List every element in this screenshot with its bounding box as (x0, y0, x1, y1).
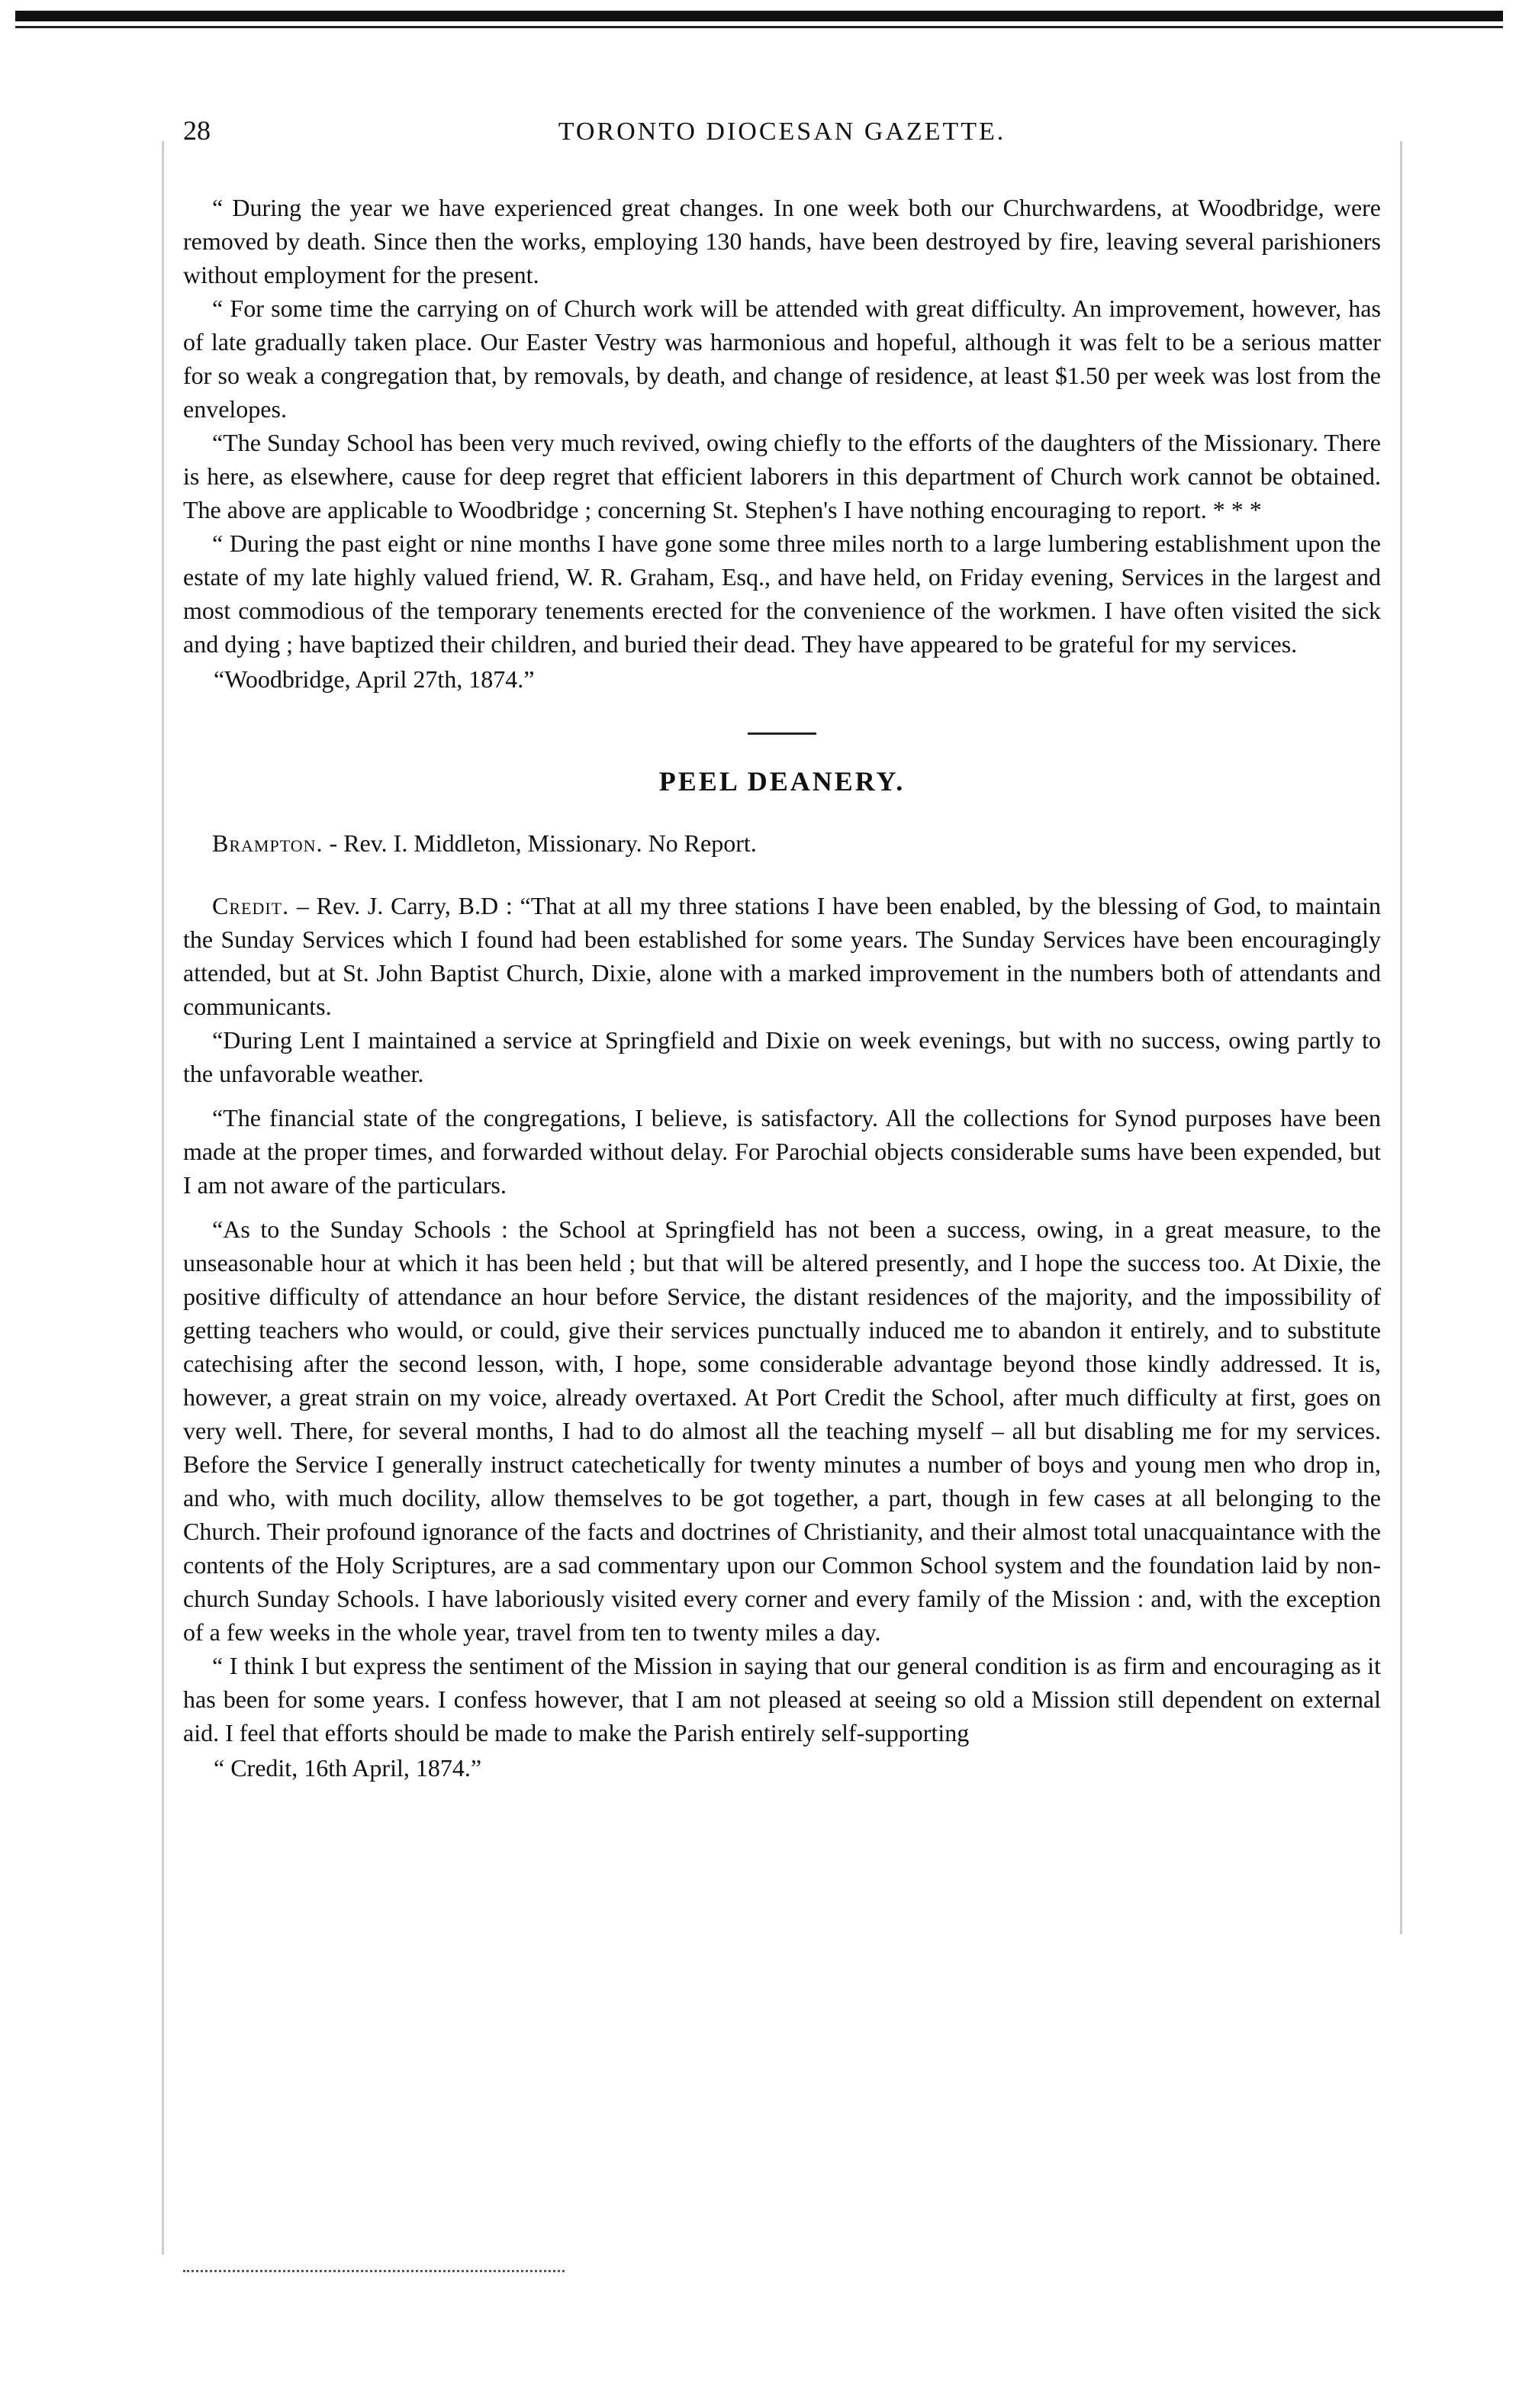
spacer (183, 1090, 1381, 1101)
running-title: TORONTO DIOCESAN GAZETTE. (558, 118, 1006, 146)
credit-entry (183, 889, 1381, 1023)
entry-place-name: Brampton. (212, 829, 323, 857)
dateline: “Woodbridge, April 27th, 1874.” (214, 665, 535, 693)
paragraph: “ During the past eight or nine months I have gone some three miles north to a large lumbering establishment upon the estate of my late highly valued friend, W. R. Graham, Esq., and have held, on Friday evening, Services in the largest and most commodious of the temporary tenements erected for the convenience of the workmen. I have often visited the sick and dying ; have baptized their children, and buried their dead. They have appeared to be grateful for my services. (183, 530, 1381, 658)
paragraph: “The Sunday School has been very much revived, owing chiefly to the efforts of the daughters of the Missionary. There is here, as elsewhere, cause for deep regret that efficient laborers in this department of Church work cannot be obtained. The above are applicable to Woodbridge ; concerning St. Stephen's I have nothing encouraging to report. * * * (183, 429, 1381, 523)
dateline: “ Credit, 16th April, 1874.” (214, 1754, 482, 1782)
entry-text: - Rev. I. Middleton, Missionary. No Report. (323, 829, 757, 857)
paragraph: “As to the Sunday Schools : the School at Springfield has not been a success, owing, in a great measure, to the unseasonable hour at which it has been held ; but that will be altered presently, and I hope the success too. At Dixie, the positive difficulty of attendance an hour before Service, the distant residences of the majority, and the impossibility of getting teachers who would, or could, give their services punctually induced me to abandon it entirely, and to substitute catechising after the second lesson, with, I hope, some considerable advantage beyond those kindly addressed. It is, however, a great strain on my voice, already overtaxed. At Port Credit the School, after much difficulty at first, goes on very well. There, for several months, I had to do almost all the teaching myself – all but disabling me for my services. Before the Service I generally instruct catechetically for twenty minutes a number of boys and young men who drop in, and who, with much docility, allow themselves to be got together, a part, though in few cases at all belonging to the Church. Their profound ignorance of the facts and doctrines of Christianity, and their almost total unacquaintance with the contents of the Holy Scriptures, are a sad commentary upon our Common School system and the foundation laid by non-church Sunday Schools. I have laboriously visited every corner and every family of the Mission : and, with the exception of a few weeks in the whole year, travel from ten to twenty miles a day. (183, 1215, 1381, 1646)
footer-dotted-rule (183, 2270, 565, 2275)
paragraph: “ I think I but express the sentiment of the Mission in saying that our general condition is as firm and encouraging as it has been for some years. I confess however, that I am not pleased at seeing so old a Mission still dependent on external aid. I feel that efforts should be made to make the Parish entirely self-supporting (183, 1652, 1381, 1746)
entry-text: – Rev. J. Carry, B.D : “That at all my three stations I have been enabled, by the blessing of God, to maintain the Sunday Services which I found had been established for some years. The Sunday Services have been encouragingly attended, but at St. John Baptist Church, Dixie, alone with a marked improvement in the numbers both of attendants and communicants. (183, 892, 1381, 1020)
entry-place-name: Credit. (212, 892, 290, 919)
section-divider (748, 732, 816, 735)
paragraph: “The financial state of the congregations, I believe, is satisfactory. All the collections for Synod purposes have been made at the proper times, and forwarded without delay. For Parochial objects considerable sums have been expended, but I am not aware of the particulars. (183, 1104, 1381, 1199)
page-body (183, 114, 1381, 1785)
right-margin-mark (1400, 141, 1402, 1934)
paragraph: “ For some time the carrying on of Church work will be attended with great difficulty. An improvement, however, has of late gradually taken place. Our Easter Vestry was harmonious and hopeful, although it was felt to be a serious matter for so weak a congregation that, by removals, by death, and change of residence, at least $1.50 per week was lost from the envelopes. (183, 295, 1381, 423)
top-border-thin-rule (15, 26, 1503, 28)
page-header (183, 114, 1381, 160)
spacer (183, 860, 1381, 889)
paragraph: “ During the year we have experienced great changes. In one week both our Churchwardens, at Woodbridge, were removed by death. Since then the works, employing 130 hands, have been destroyed by fire, leaving several parishioners without employment for the present. (183, 194, 1381, 288)
peel-deanery-section (183, 765, 1381, 1785)
section-heading: PEEL DEANERY. (658, 766, 906, 797)
page-number: 28 (183, 115, 211, 146)
top-border-rule (15, 11, 1503, 21)
paragraph: “During Lent I maintained a service at Springfield and Dixie on week evenings, but with no success, owing partly to the unfavorable weather. (183, 1026, 1381, 1087)
left-margin-mark (162, 141, 164, 2255)
woodbridge-report (183, 191, 1381, 696)
spacer (183, 1202, 1381, 1212)
brampton-entry (183, 826, 1381, 860)
